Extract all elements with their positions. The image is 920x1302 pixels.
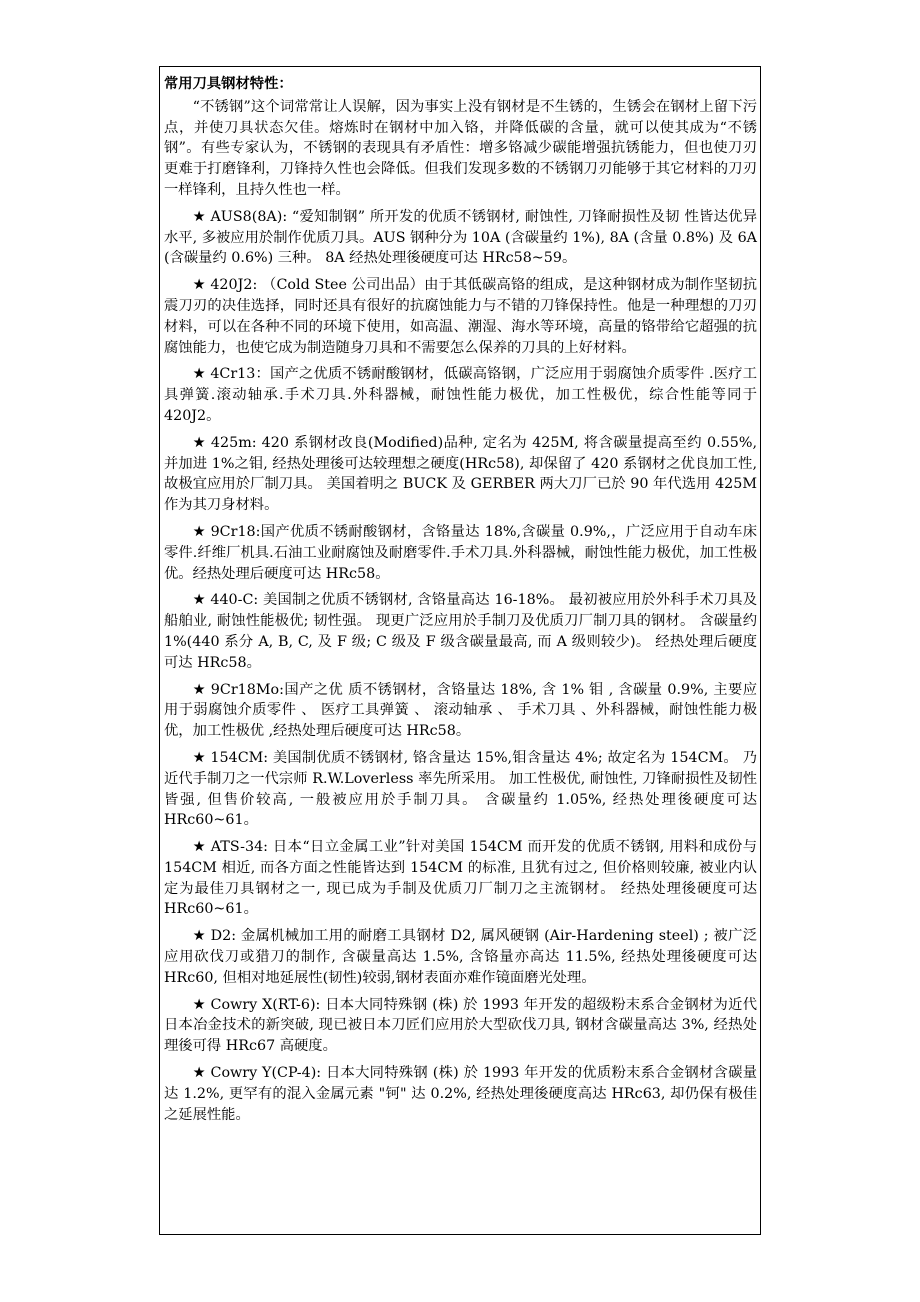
document-title: 常用刀具钢材特性： (164, 76, 293, 92)
paragraph-d2: ★ D2: 金属机械加工用的耐磨工具钢材 D2, 属风硬钢 (Air-Hardening steel) ; 被广泛应用砍伐刀或猎刀的制作, 含碳量高达 1.5%, 含铬量亦高达 11.5%, 经热处理後硬度可达 HRc60, 但相对地延展性(韧性)较弱,钢材表面亦难作镜面磨光处理。 (164, 928, 757, 986)
paragraph-9cr18mo: ★ 9Cr18Mo:国产之优 质不锈钢材，含铬量达 18%, 含 1% 钼 , 含碳量 0.9%, 主要应用于弱腐蚀介质零件 、 医疗工具弹簧 、 滚动轴承 、 手术刀具 、外科器械，耐蚀性能力极优，加工性极优 ,经热处理后硬度可达 HRc58。 (164, 681, 757, 740)
paragraph-425m: ★ 425m: 420 系钢材改良(Modified)品种, 定名为 425M, 将含碳量提高至约 0.55%, 并加进 1%之钼, 经热处理後可达较理想之硬度(HRc58), 却保留了 420 系钢材之优良加工性, 故极宜应用於厂制刀具。 美国着明之 BUCK 及 GERBER 两大刀厂已於 90 年代选用 425M 作为其刀身材料。 (164, 434, 757, 514)
paragraph-ats34: ★ ATS-34: 日本“日立金属工业”针对美国 154CM 而开发的优质不锈钢, 用料和成份与 154CM 相近, 而各方面之性能皆达到 154CM 的标准, 且犹有过之, 但价格则较廉, 被业内认定为最佳刀具钢材之一, 现已成为手制及优质刀厂制刀之主流钢材。 经热处理後硬度可达 HRc60~61。 (164, 839, 757, 918)
paragraph-cowry-y: ★ Cowry Y(CP-4): 日本大同特殊钢 (株) 於 1993 年开发的优质粉末系合金钢材含碳量达 1.2%, 更罕有的混入金属元素 "钶" 达 0.2%, 经热处理後硬度高达 HRc63, 却仍保有极佳之延展性能。 (164, 1065, 757, 1123)
paragraph-intro: “不锈钢”这个词常常让人误解，因为事实上没有钢材是不生锈的，生锈会在钢材上留下污点，并使刀具状态欠佳。熔炼时在钢材中加入铬，并降低碳的含量，就可以使其成为“不锈钢”。有些专家认为，不锈钢的表现具有矛盾性：增多铬减少碳能增强抗锈能力，但也使刀刃更难于打磨锋利，刀锋持久性也会降低。但我们发现多数的不锈钢刀刃能够于其它材料的刀刃一样锋利，且持久性也一样。 (164, 98, 757, 198)
paragraph-440c: ★ 440-C: 美国制之优质不锈钢材, 含铬量高达 16-18%。 最初被应用於外科手术刀具及船舶业, 耐蚀性能极优; 韧性强。 现更广泛应用於手制刀及优质刀厂制刀具的钢材。 含碳量约 1%(440 系分 A, B, C, 及 F 级; C 级及 F 级含碳量最高, 而 A 级则较少)。 经热处理后硬度可达 HRc58。 (164, 592, 757, 671)
paragraph-9cr18: ★ 9Cr18:国产优质不锈耐酸钢材，含铬量达 18%,含碳量 0.9%,，广泛应用于自动车床零件.纤维厂机具.石油工业耐腐蚀及耐磨零件.手术刀具.外科器械，耐蚀性能力极优，加工性极优。经热处理后硬度可达 HRc58。 (164, 523, 757, 582)
document-body (160, 67, 760, 1125)
paragraph-aus8: ★ AUS8(8A): “爱知制钢” 所开发的优质不锈钢材, 耐蚀性, 刀锋耐损性及韧 性皆达优异水平, 多被应用於制作优质刀具。AUS 钢种分为 10A (含碳量约 1%), 8A (含量 0.8%) 及 6A (含碳量约 0.6%) 三种。 8A 经热处理後硬度可达 HRc58~59。 (164, 208, 757, 267)
document-frame (159, 66, 761, 1235)
paragraph-420j2: ★ 420J2: （Cold Stee 公司出品）由于其低碳高铬的组成，是这种钢材成为制作坚韧抗震刀刃的决佳选择，同时还具有很好的抗腐蚀能力与不错的刀锋保持性。他是一种理想的刀刃材料，可以在各种不同的环境下使用，如高温、潮湿、海水等环境，高量的铬带给它超强的抗腐蚀能力，也使它成为制造随身刀具和不需要怎么保养的刀具的上好材料。 (164, 277, 757, 356)
paragraph-cowry-x: ★ Cowry X(RT-6): 日本大同特殊钢 (株) 於 1993 年开发的超级粉末系合金钢材为近代日本冶金技术的新突破, 现已被日本刀匠们应用於大型砍伐刀具, 钢材含碳量高达 3%, 经热处理後可得 HRc67 高硬度。 (164, 996, 757, 1055)
paragraph-4cr13: ★ 4Cr13：国产之优质不锈耐酸钢材，低碳高铬钢，广泛应用于弱腐蚀介质零件 .医疗工具弹簧.滚动轴承.手术刀具.外科器械，耐蚀性能力极优，加工性极优，综合性能等同于 420J2。 (164, 366, 757, 424)
paragraph-154cm: ★ 154CM: 美国制优质不锈钢材, 铬含量达 15%,钼含量达 4%; 故定名为 154CM。 乃近代手制刀之一代宗师 R.W.Loverless 率先所采用。 加工性极优, 耐蚀性, 刀锋耐损性及韧性皆强, 但售价较高, 一般被应用於手制刀具。 含碳量约 1.05%, 经热处理後硬度可达 HRc60~61。 (164, 749, 757, 829)
